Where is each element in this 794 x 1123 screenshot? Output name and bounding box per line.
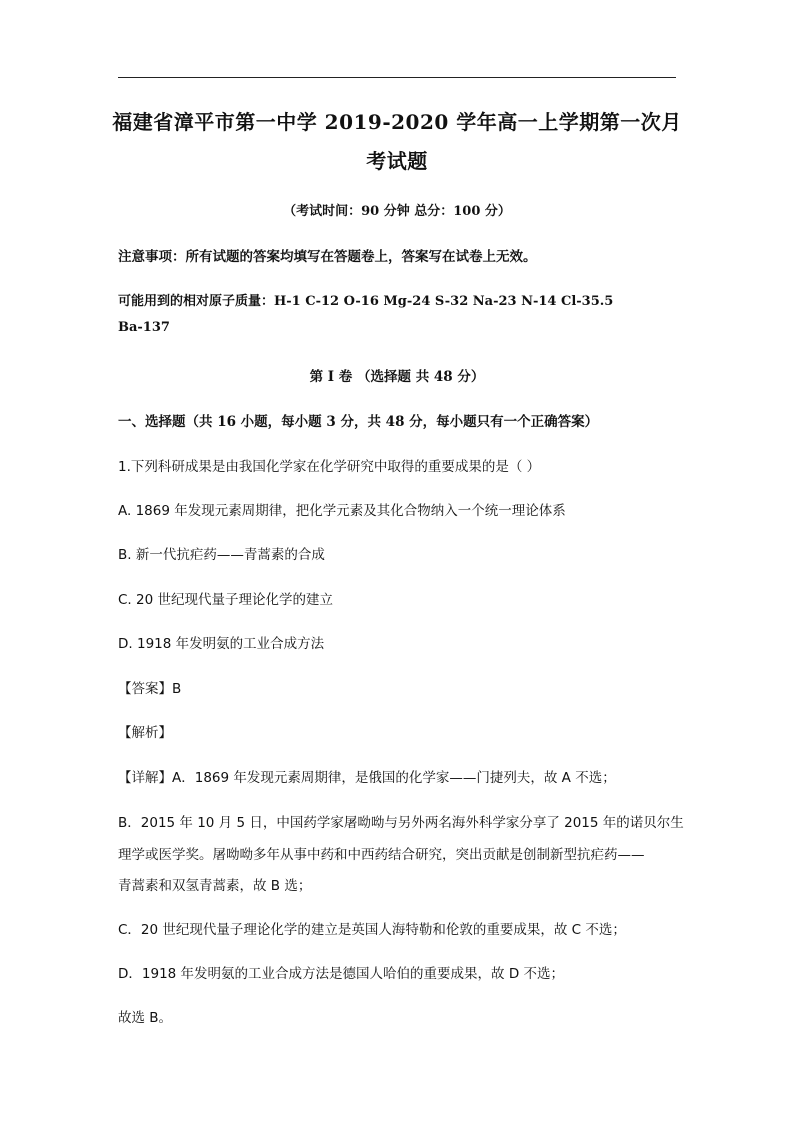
section-heading: 一、选择题（共 16 小题，每小题 3 分，共 48 分，每小题只有一个正确答案） bbox=[118, 414, 599, 430]
analysis-label: 【解析】 bbox=[118, 725, 172, 741]
atomic-mass-line2: Ba-137 bbox=[118, 320, 170, 335]
detail-line: C．20 世纪现代量子理论化学的建立是英国人海特勒和伦敦的重要成果，故 C 不选； bbox=[118, 922, 626, 938]
answer-label: 【答案】B bbox=[118, 681, 182, 697]
option-c: C. 20 世纪现代量子理论化学的建立 bbox=[118, 592, 333, 608]
detail-line: 【详解】A．1869 年发现元素周期律，是俄国的化学家——门捷列夫，故 A 不选； bbox=[118, 770, 616, 786]
detail-line: B．2015 年 10 月 5 日，中国药学家屠呦呦与另外两名海外科学家分享了 2015 年的诺贝尔生 bbox=[118, 815, 684, 831]
atomic-mass-line1: 可能用到的相对原子质量：H-1 C-12 O-16 Mg-24 S-32 Na-23 N-14 Cl-35.5 bbox=[118, 294, 614, 309]
exam-info: （考试时间：90 分钟 总分：100 分） bbox=[283, 204, 511, 219]
question-stem: 1.下列科研成果是由我国化学家在化学研究中取得的重要成果的是（ ） bbox=[118, 459, 541, 475]
exam-notice: 注意事项：所有试题的答案均填写在答题卷上，答案写在试卷上无效。 bbox=[118, 249, 537, 265]
detail-line: 理学或医学奖。屠呦呦多年从事中药和中西药结合研究，突出贡献是创制新型抗疟药—— bbox=[118, 847, 645, 863]
option-a: A. 1869 年发现元素周期律，把化学元素及其化合物纳入一个统一理论体系 bbox=[118, 503, 566, 519]
document-title-line2: 考试题 bbox=[366, 149, 428, 173]
header-rule bbox=[118, 77, 676, 78]
detail-line: 青蒿素和双氢青蒿素，故 B 选； bbox=[118, 878, 312, 894]
part-title: 第 I 卷 （选择题 共 48 分） bbox=[309, 369, 485, 385]
option-d: D. 1918 年发明氨的工业合成方法 bbox=[118, 636, 325, 652]
option-b: B. 新一代抗疟药——青蒿素的合成 bbox=[118, 547, 325, 563]
detail-line: D．1918 年发明氨的工业合成方法是德国人哈伯的重要成果，故 D 不选； bbox=[118, 966, 565, 982]
document-title-line1: 福建省漳平市第一中学 2019-2020 学年高一上学期第一次月 bbox=[112, 110, 682, 134]
detail-line: 故选 B。 bbox=[118, 1010, 173, 1026]
